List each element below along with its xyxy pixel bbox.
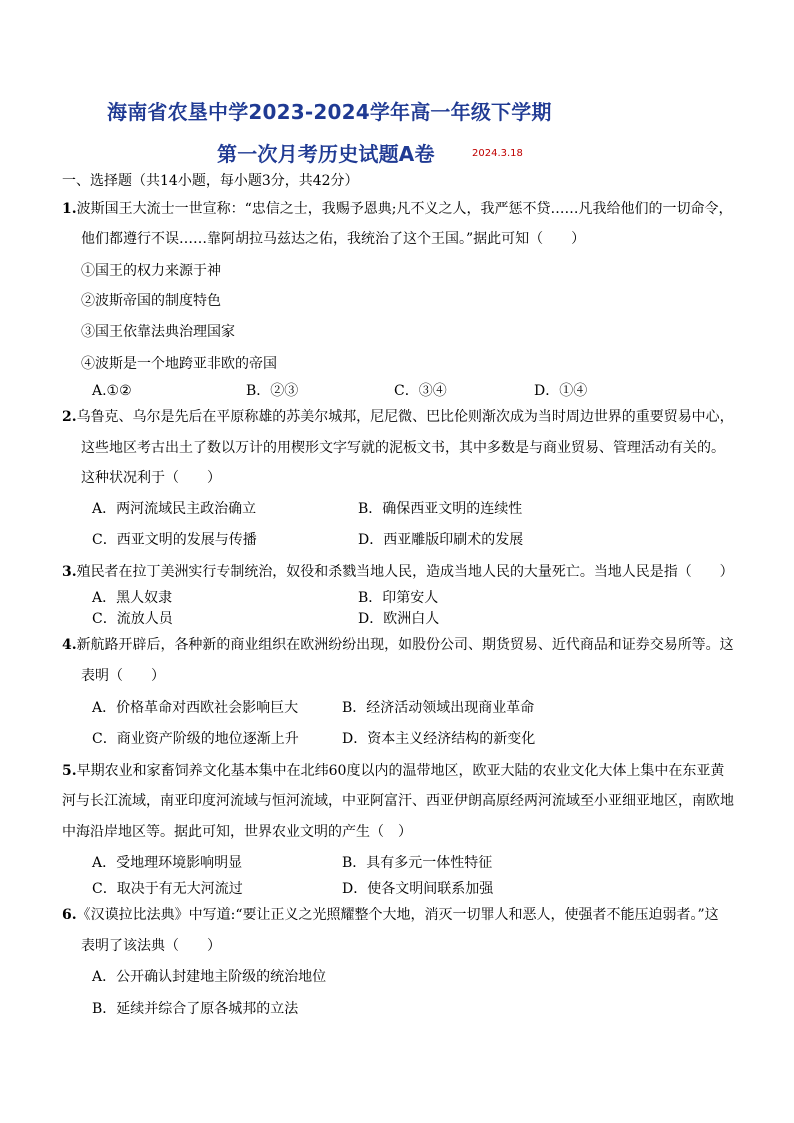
- option-d[interactable]: D．西亚雕版印刷术的发展: [358, 532, 524, 548]
- question-stem-line: 4.新航路开辟后，各种新的商业组织在欧洲纷纷出现，如股份公司、期货贸易、近代商品和证券交易所等。这: [62, 637, 734, 653]
- option-a[interactable]: A.①②: [92, 383, 132, 399]
- option-d[interactable]: D．①④: [534, 383, 588, 399]
- statement-item: ③国王依靠法典治理国家: [81, 324, 235, 340]
- option-b[interactable]: B．具有多元一体性特征: [342, 855, 493, 871]
- question-stem-line: 2.乌鲁克、乌尔是先后在平原称雄的苏美尔城邦，尼尼微、巴比伦则渐次成为当时周边世界的重要贸易中心，: [62, 409, 734, 425]
- statement-item: ④波斯是一个地跨亚非欧的帝国: [81, 356, 277, 372]
- option-b[interactable]: B．印第安人: [358, 590, 439, 606]
- option-a[interactable]: A．黑人奴隶: [92, 590, 173, 606]
- question-stem-line: 表明（ ）: [81, 668, 165, 684]
- option-a[interactable]: A．两河流域民主政治确立: [92, 501, 257, 517]
- title-line-1: 海南省农垦中学2023-2024学年高一年级下学期: [107, 100, 552, 124]
- question-stem-line: 3.殖民者在拉丁美洲实行专制统治，奴役和杀戮当地人民，造成当地人民的大量死亡。当地人民是指（ ）: [62, 564, 734, 580]
- question-stem-line: 他们都遵行不误……靠阿胡拉马兹达之佑，我统治了这个王国。”据此可知（ ）: [81, 231, 586, 247]
- option-b[interactable]: B．确保西亚文明的连续性: [358, 501, 523, 517]
- question-stem-line: 1.波斯国王大流士一世宣称：“忠信之士，我赐予恩典;凡不义之人，我严惩不贷……凡我给他们的一切命令，: [62, 201, 733, 217]
- option-c[interactable]: C．③④: [394, 383, 447, 399]
- option-d[interactable]: D．欧洲白人: [358, 611, 440, 627]
- question-stem-line: 这种状况利于（ ）: [81, 470, 221, 486]
- question-number: 3.: [62, 564, 77, 580]
- option-c[interactable]: C．流放人员: [92, 611, 173, 627]
- question-number: 2.: [62, 409, 77, 425]
- question-number: 1.: [62, 201, 77, 217]
- question-stem-line: 河与长江流域，南亚印度河流域与恒河流域，中亚阿富汗、西亚伊朗高原经两河流域至小亚细亚地区，南欧地: [62, 793, 734, 809]
- statement-item: ①国王的权力来源于神: [81, 263, 221, 279]
- option-b[interactable]: B．延续并综合了原各城邦的立法: [92, 1001, 299, 1017]
- question-stem-line: 中海沿岸地区等。据此可知，世界农业文明的产生（ ）: [62, 824, 412, 840]
- option-d[interactable]: D．使各文明间联系加强: [342, 881, 494, 897]
- title-line-2: 第一次月考历史试题A卷: [217, 142, 435, 166]
- question-number: 4.: [62, 637, 77, 653]
- option-a[interactable]: A．价格革命对西欧社会影响巨大: [92, 700, 299, 716]
- question-stem-line: 5.早期农业和家畜饲养文化基本集中在北纬60度以内的温带地区，欧亚大陆的农业文化大体上集中在东亚黄: [62, 763, 725, 779]
- question-stem-line: 6.《汉谟拉比法典》中写道:“要让正义之光照耀整个大地，消灭一切罪人和恶人，使强者不能压迫弱者。”这: [62, 907, 719, 923]
- option-c[interactable]: C．商业资产阶级的地位逐渐上升: [92, 731, 299, 747]
- option-d[interactable]: D．资本主义经济结构的新变化: [342, 731, 536, 747]
- section-heading: 一、选择题（共14小题，每小题3分，共42分）: [62, 173, 359, 189]
- question-number: 5.: [62, 763, 77, 779]
- question-number: 6.: [62, 907, 77, 923]
- option-a[interactable]: A．公开确认封建地主阶级的统治地位: [92, 969, 327, 985]
- option-b[interactable]: B．②③: [246, 383, 299, 399]
- option-a[interactable]: A．受地理环境影响明显: [92, 855, 243, 871]
- option-b[interactable]: B．经济活动领域出现商业革命: [342, 700, 535, 716]
- exam-date: 2024.3.18: [472, 148, 523, 159]
- option-c[interactable]: C．西亚文明的发展与传播: [92, 532, 257, 548]
- statement-item: ②波斯帝国的制度特色: [81, 293, 221, 309]
- question-stem-line: 这些地区考古出土了数以万计的用楔形文字写就的泥板文书，其中多数是与商业贸易、管理活动有关的。: [81, 440, 725, 456]
- option-c[interactable]: C．取决于有无大河流过: [92, 881, 243, 897]
- question-stem-line: 表明了该法典（ ）: [81, 938, 221, 954]
